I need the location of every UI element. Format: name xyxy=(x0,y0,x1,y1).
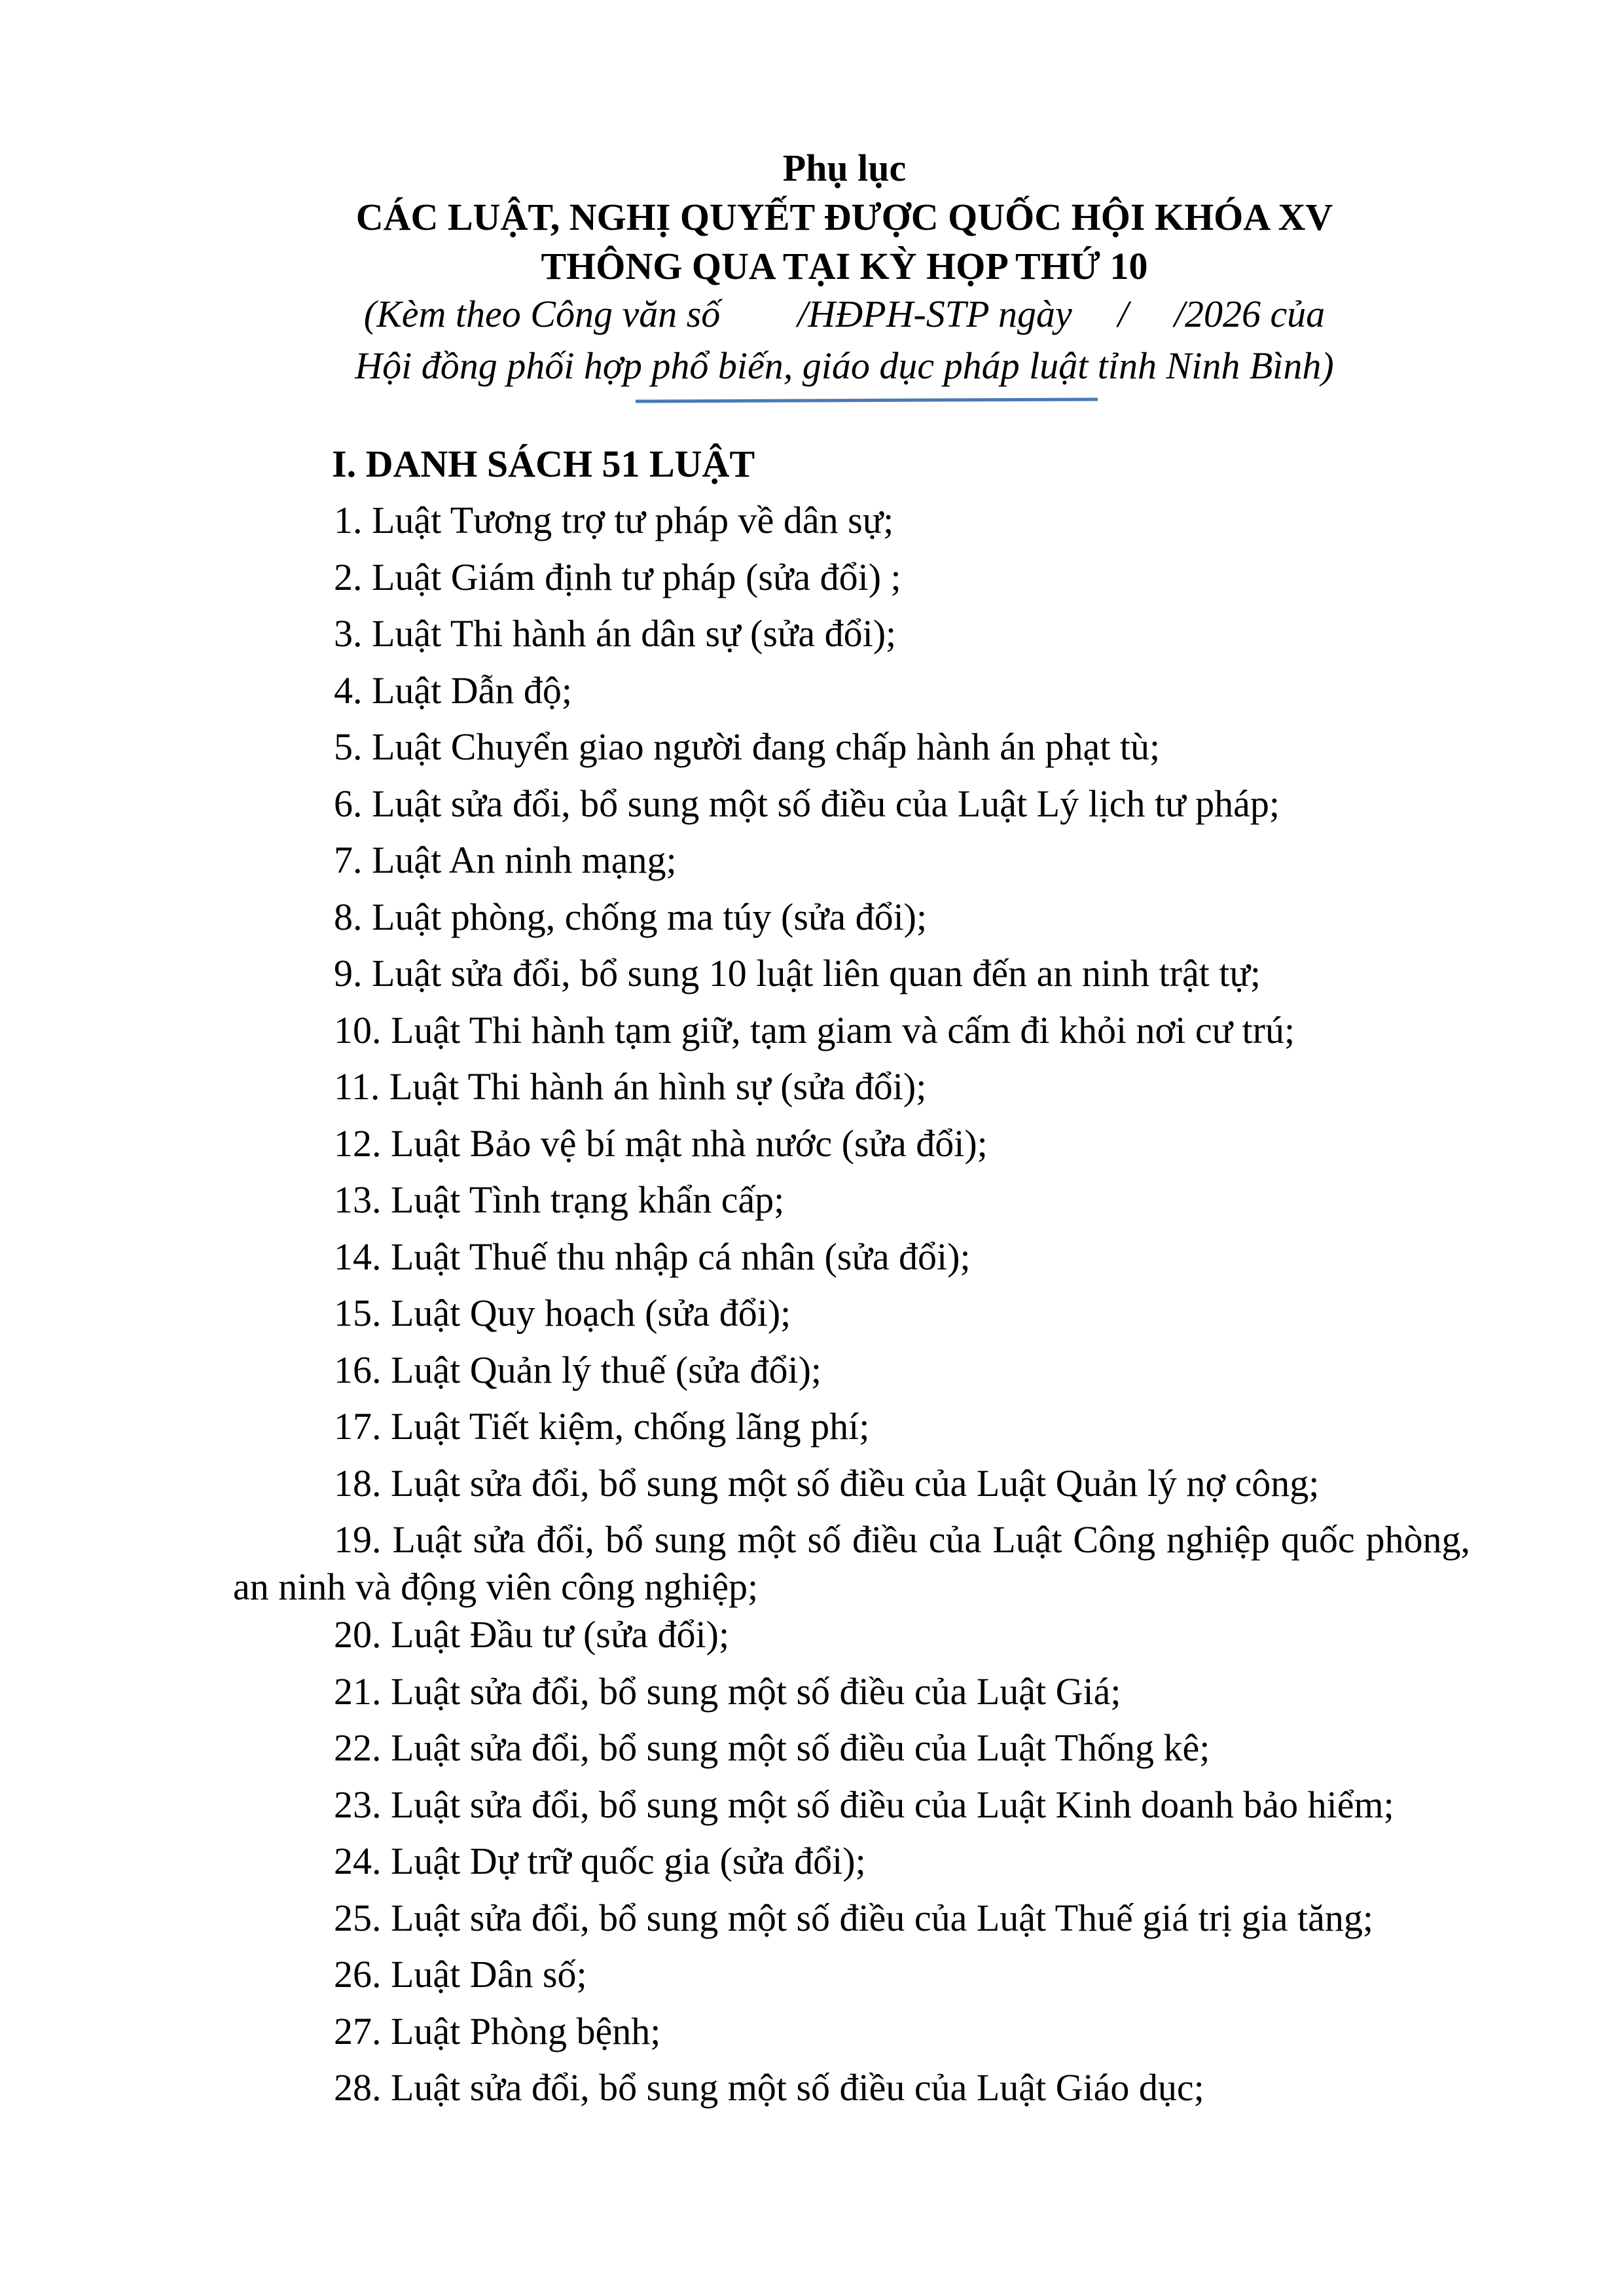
law-list-item: 9. Luật sửa đổi, bổ sung 10 luật liên quan đến an ninh trật tự; xyxy=(334,952,1261,994)
law-list-item: 4. Luật Dẫn độ; xyxy=(334,668,573,712)
law-list-item: 3. Luật Thi hành án dân sự (sửa đổi); xyxy=(334,612,897,655)
law-list xyxy=(233,501,1470,2126)
attachment-note-line2: Hội đồng phối hợp phổ biến, giáo dục pháp luật tỉnh Ninh Bình) xyxy=(355,344,1334,387)
document-subtitle-line1: CÁC LUẬT, NGHỊ QUYẾT ĐƯỢC QUỐC HỘI KHÓA XV xyxy=(355,196,1333,238)
attachment-note-part2: /HĐPH-STP ngày xyxy=(797,293,1072,335)
law-list-item: 16. Luật Quản lý thuế (sửa đổi); xyxy=(334,1348,821,1391)
appendix-title: Phụ lục xyxy=(782,147,907,189)
law-list-item: 12. Luật Bảo vệ bí mật nhà nước (sửa đổi); xyxy=(334,1121,988,1165)
law-list-item: 23. Luật sửa đổi, bổ sung một số điều của Luật Kinh doanh bảo hiểm; xyxy=(334,1783,1394,1826)
law-list-item: 6. Luật sửa đổi, bổ sung một số điều của Luật Lý lịch tư pháp; xyxy=(334,782,1280,825)
law-list-item: 20. Luật Đầu tư (sửa đổi); xyxy=(334,1613,730,1656)
document-subtitle-line2: THÔNG QUA TẠI KỲ HỌP THỨ 10 xyxy=(541,245,1148,287)
law-list-item: 26. Luật Dân số; xyxy=(334,1953,587,1995)
law-list-item: 7. Luật An ninh mạng; xyxy=(334,839,677,881)
attachment-note-part4: /2026 của xyxy=(1174,293,1326,335)
law-list-item: 25. Luật sửa đổi, bổ sung một số điều của Luật Thuế giá trị gia tăng; xyxy=(334,1896,1374,1939)
law-list-item: 22. Luật sửa đổi, bổ sung một số điều của Luật Thống kê; xyxy=(334,1726,1210,1769)
law-list-item: 24. Luật Dự trữ quốc gia (sửa đổi); xyxy=(334,1840,866,1882)
law-list-item: 1. Luật Tương trợ tư pháp về dân sự; xyxy=(334,499,894,541)
law-list-item: 2. Luật Giám định tư pháp (sửa đổi) ; xyxy=(334,555,901,598)
section-heading: I. DANH SÁCH 51 LUẬT xyxy=(332,443,755,485)
law-list-item: 21. Luật sửa đổi, bổ sung một số điều của Luật Giá; xyxy=(334,1669,1121,1713)
law-list-item: 14. Luật Thuế thu nhập cá nhân (sửa đổi); xyxy=(334,1235,971,1278)
law-list-item: 17. Luật Tiết kiệm, chống lãng phí; xyxy=(334,1405,870,1448)
law-list-item: 11. Luật Thi hành án hình sự (sửa đổi); xyxy=(334,1065,927,1108)
law-list-item: 19. Luật sửa đổi, bổ sung một số điều của Luật Công nghiệp quốc phòng, an ninh và động viên công nghiệp; xyxy=(233,1518,1470,1608)
header-divider-line xyxy=(636,397,1098,403)
law-list-item: 13. Luật Tình trạng khẩn cấp; xyxy=(334,1178,785,1221)
attachment-note-part3: / xyxy=(1117,293,1128,335)
attachment-note-line1 xyxy=(223,295,1466,333)
attachment-note-part1: (Kèm theo Công văn số xyxy=(363,293,721,335)
law-list-item: 15. Luật Quy hoạch (sửa đổi); xyxy=(334,1292,791,1334)
law-list-item: 28. Luật sửa đổi, bổ sung một số điều của Luật Giáo dục; xyxy=(334,2066,1204,2109)
law-list-item: 27. Luật Phòng bệnh; xyxy=(334,2009,661,2052)
law-list-item: 5. Luật Chuyển giao người đang chấp hành án phạt tù; xyxy=(334,725,1161,768)
law-list-item: 10. Luật Thi hành tạm giữ, tạm giam và cấm đi khỏi nơi cư trú; xyxy=(334,1008,1295,1051)
law-list-item: 18. Luật sửa đổi, bổ sung một số điều của Luật Quản lý nợ công; xyxy=(334,1461,1320,1504)
law-list-item: 8. Luật phòng, chống ma túy (sửa đổi); xyxy=(334,895,928,938)
